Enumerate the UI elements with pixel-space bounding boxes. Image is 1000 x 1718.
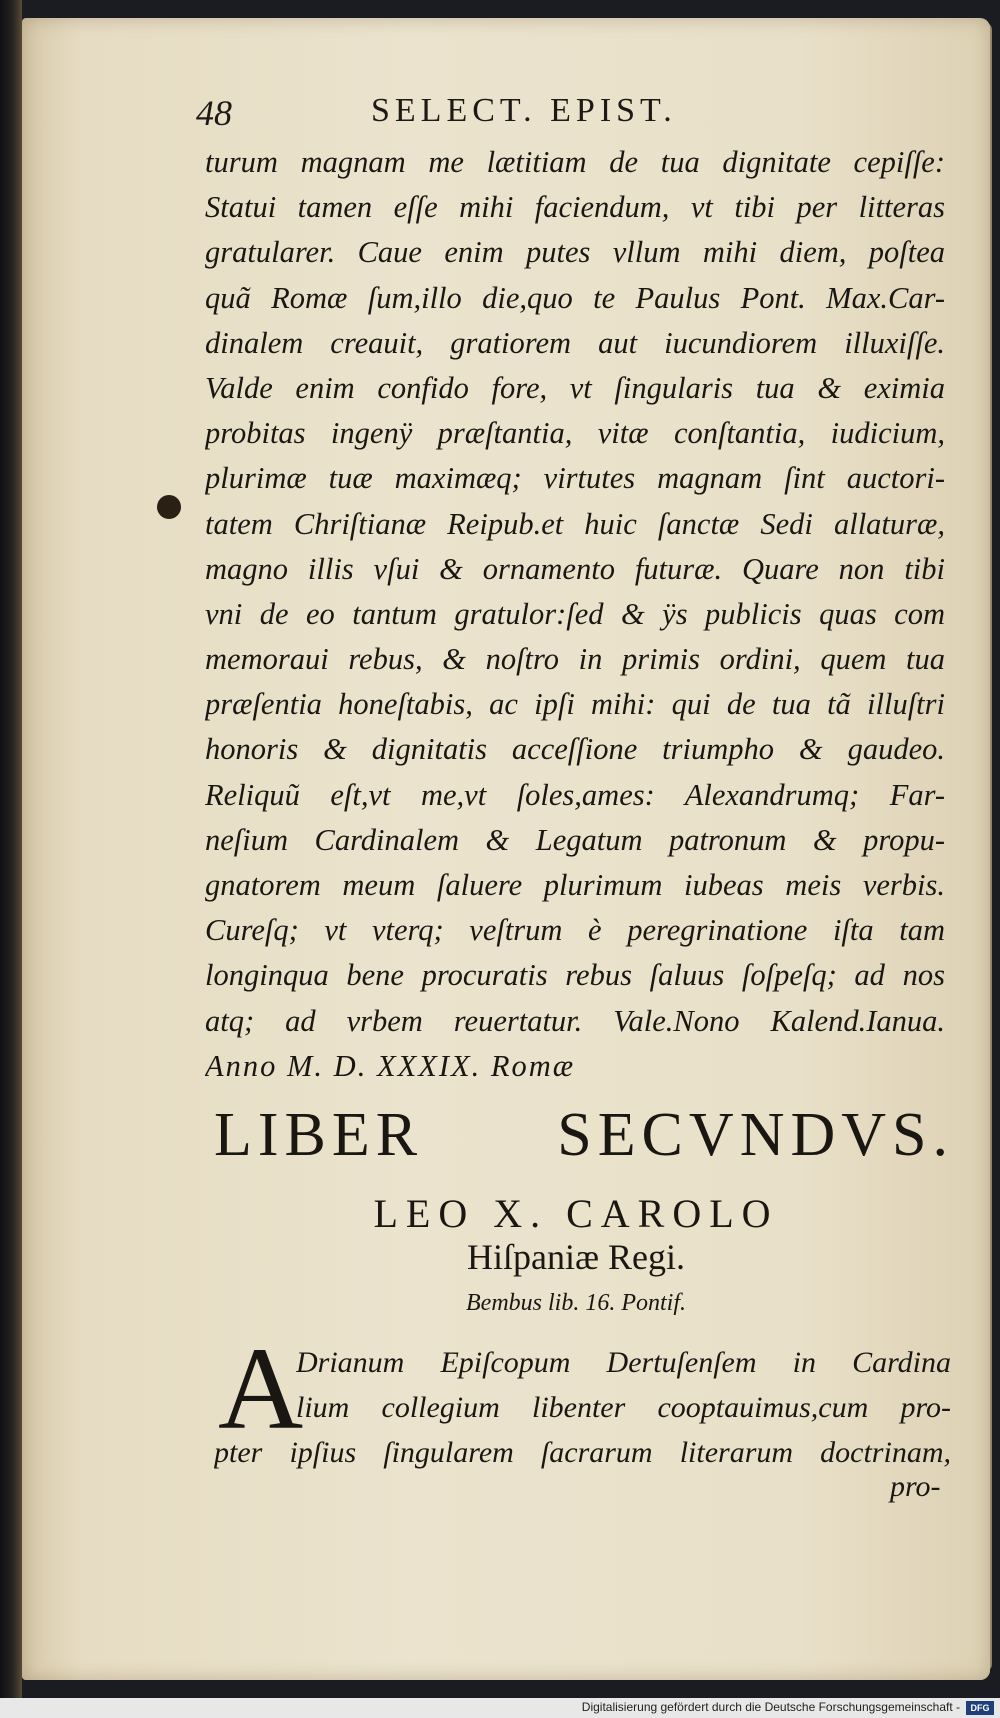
text-line: præſentia honeſtabis, ac ipſi mihi: qui de tua tã illuſtri: [205, 687, 945, 722]
text-line: probitas ingenÿ præſtantia, vitæ conſtantia, iudicium,: [205, 416, 945, 451]
page-number: 48: [196, 93, 232, 133]
continued-letter-text: [205, 140, 945, 1089]
letter-heading-line1: LEO X. CAROLO: [373, 1191, 779, 1236]
text-line: atq; ad vrbem reuertatur. Vale.Nono Kalend.Ianua.: [205, 1003, 945, 1038]
footer-credit: Digitalisierung gefördert durch die Deutsche Forschungsgemeinschaft -: [581, 1700, 960, 1714]
new-letter-full-text: [214, 1430, 951, 1475]
text-line: Statui tamen eſſe mihi faciendum, vt tibi per litteras: [205, 190, 945, 225]
text-line: dinalem creauit, gratiorem aut iucundiorem illuxiſſe.: [205, 325, 945, 360]
ink-blot-mark: [157, 495, 181, 519]
text-line: quã Romæ ſum,illo die,quo te Paulus Pont. Max.Car-: [205, 280, 945, 315]
text-line: Anno M. D. XXXIX. Romæ: [205, 1048, 576, 1083]
text-line: Valde enim confido fore, vt ſingularis tua & eximia: [205, 370, 945, 405]
text-line: honoris & dignitatis acceſſione triumpho & gaudeo.: [205, 732, 945, 767]
text-line: magno illis vſui & ornamento futuræ. Quare non tibi: [205, 551, 945, 586]
text-line: tatem Chriſtianæ Reipub.et huic ſanctæ Sedi allaturæ,: [205, 506, 945, 541]
text-line: longinqua bene procuratis rebus ſaluus ſoſpeſq; ad nos: [205, 958, 945, 993]
text-line: pter ipſius ſingularem ſacrarum literarum doctrinam,: [214, 1436, 951, 1469]
text-line: Drianum Epiſcopum Dertuſenſem in Cardina: [296, 1346, 951, 1379]
text-line: Reliquũ eſt,vt me,vt ſoles,ames: Alexandrumq; Far-: [205, 777, 945, 812]
book-spine: [0, 0, 22, 1718]
letter-source-note: Bembus lib. 16. Pontif.: [466, 1290, 686, 1316]
letter-heading-line2: Hiſpaniæ Regi.: [467, 1237, 685, 1277]
text-line: vni de eo tantum gratulor:ſed & ÿs publicis quas com: [205, 596, 945, 631]
catchword: pro-: [890, 1470, 941, 1503]
text-line: gnatorem meum ſaluere plurimum iubeas meis verbis.: [205, 868, 945, 902]
page-header: [196, 92, 936, 142]
text-line: plurimæ tuæ maximæq; virtutes magnam ſint auctori-: [205, 461, 945, 496]
text-line: gratularer. Caue enim putes vllum mihi diem, poſtea: [205, 235, 945, 270]
text-line: turum magnam me lætitiam de tua dignitate cepiſſe:: [205, 145, 945, 179]
text-line: neſium Cardinalem & Legatum patronum & propu-: [205, 822, 945, 857]
book-title: LIBER SECVNDVS.: [214, 1101, 954, 1169]
text-line: Cureſq; vt vterq; veſtrum è peregrinatione iſta tam: [205, 913, 945, 948]
running-title: SELECT. EPIST.: [371, 92, 677, 129]
text-line: memoraui rebus, & noſtro in primis ordini, quem tua: [205, 642, 945, 677]
new-letter-indented-text: [296, 1340, 951, 1430]
text-line: lium collegium libenter cooptauimus,cum pro-: [296, 1391, 951, 1424]
dfg-logo: DFG: [966, 1701, 994, 1715]
drop-cap-initial: A: [218, 1323, 304, 1454]
